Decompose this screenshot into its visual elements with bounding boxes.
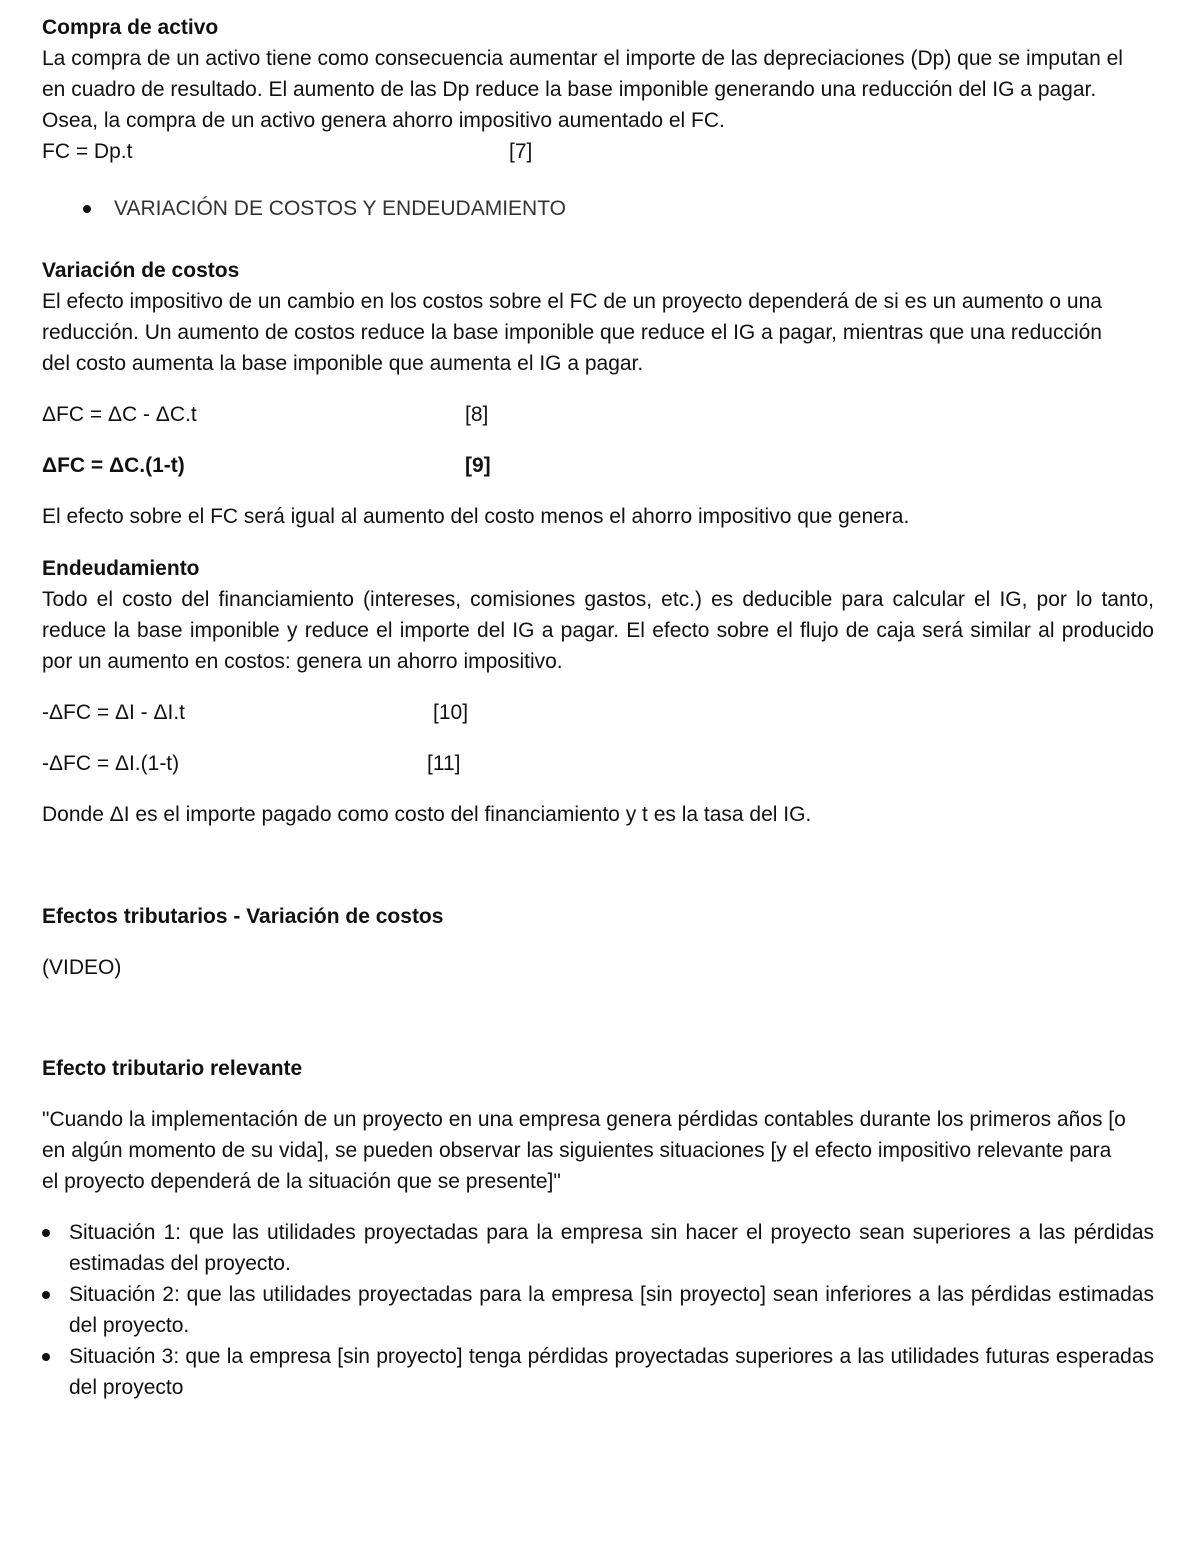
relevante-quote: "Cuando la implementación de un proyecto en una empresa genera pérdidas contables durante los primeros años [o en algún momento de su vida], se pueden observar las siguientes situaciones [y el efecto impositivo relevante para el proyecto dependerá de la situación que se presente]": [42, 1108, 1126, 1193]
formula-8: [42, 399, 1154, 430]
variacion-conclusion: El efecto sobre el FC será igual al aumento del costo menos el ahorro impositivo que genera.: [42, 505, 910, 528]
formula-8-expression: ΔFC = ΔC - ΔC.t: [42, 403, 197, 426]
list-item: [42, 193, 1154, 224]
bullet-icon: [42, 1291, 50, 1299]
formula-9-tag: [9]: [465, 454, 491, 477]
bullet-icon: [42, 1353, 50, 1361]
compra-body: La compra de un activo tiene como consecuencia aumentar el importe de las depreciaciones (Dp) que se imputan el en cuadro de resultado. El aumento de las Dp reduce la base imponible generando una reducción del IG a pagar. Osea, la compra de un activo genera ahorro impositivo aumentado el FC.: [42, 47, 1123, 132]
variacion-body: El efecto impositivo de un cambio en los costos sobre el FC de un proyecto dependerá de si es un aumento o una reducción. Un aumento de costos reduce la base imponible que reduce el IG a pagar, mientras que una reducción del costo aumenta la base imponible que aumenta el IG a pagar.: [42, 290, 1102, 375]
situacion-3: Situación 3: que la empresa [sin proyecto] tenga pérdidas proyectadas superiores a las utilidades futuras esperadas del proyecto: [69, 1345, 1154, 1399]
endeudamiento-body: Todo el costo del financiamiento (intereses, comisiones gastos, etc.) es deducible para calcular el IG, por lo tanto, reduce la base imponible y reduce el importe del IG a pagar. El efecto sobre el flujo de caja será similar al producido por un aumento en costos: genera un ahorro impositivo.: [42, 588, 1154, 673]
list-item: [42, 1279, 1154, 1341]
formula-11-tag: [11]: [427, 752, 461, 775]
formula-7: [42, 136, 1154, 167]
situacion-1: Situación 1: que las utilidades proyectadas para la empresa sin hacer el proyecto sean superiores a las pérdidas estimadas del proyecto.: [69, 1221, 1154, 1275]
formula-11: [42, 748, 1154, 779]
formula-9-expression: ΔFC = ΔC.(1-t): [42, 454, 185, 477]
endeudamiento-note: Donde ΔI es el importe pagado como costo del financiamiento y t es la tasa del IG.: [42, 803, 812, 826]
situaciones-list: [42, 1217, 1154, 1403]
formula-10-expression: -ΔFC = ΔI - ΔI.t: [42, 701, 186, 724]
efectos-video: (VIDEO): [42, 956, 122, 979]
situacion-2: Situación 2: que las utilidades proyectadas para la empresa [sin proyecto] sean inferiores a las pérdidas estimadas del proyecto.: [69, 1283, 1154, 1337]
document-page: [42, 12, 1154, 1403]
section-bullet-list: [42, 193, 1154, 224]
formula-10: [42, 697, 1154, 728]
formula-7-expression: FC = Dp.t: [42, 140, 133, 163]
bullet-heading: VARIACIÓN DE COSTOS Y ENDEUDAMIENTO: [114, 197, 566, 220]
efectos-title: Efectos tributarios - Variación de costos: [42, 905, 444, 928]
bullet-icon: [42, 1229, 50, 1237]
list-item: [42, 1341, 1154, 1403]
bullet-icon: [83, 205, 91, 213]
variacion-title: Variación de costos: [42, 259, 240, 282]
relevante-title: Efecto tributario relevante: [42, 1057, 303, 1080]
compra-title: Compra de activo: [42, 16, 219, 39]
formula-8-tag: [8]: [465, 403, 489, 426]
formula-9: [42, 450, 1154, 481]
endeudamiento-title: Endeudamiento: [42, 557, 200, 580]
formula-11-expression: -ΔFC = ΔI.(1-t): [42, 752, 180, 775]
formula-10-tag: [10]: [433, 701, 469, 724]
formula-7-tag: [7]: [509, 140, 533, 163]
list-item: [42, 1217, 1154, 1279]
